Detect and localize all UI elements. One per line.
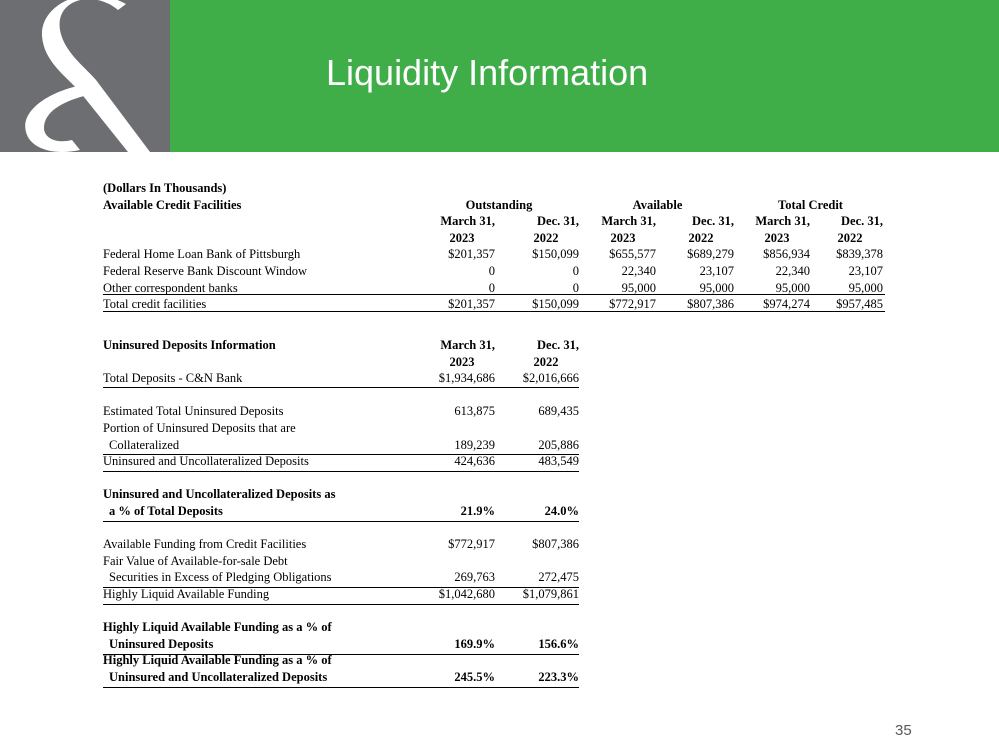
- cell: $150,099: [532, 297, 579, 312]
- cell: 22,340: [775, 263, 810, 278]
- cell: 223.3%: [538, 669, 579, 684]
- cell: $150,099: [532, 247, 579, 262]
- cell: 0: [488, 280, 495, 295]
- cell: 245.5%: [454, 669, 495, 684]
- row-label: Uninsured Deposits: [109, 636, 214, 651]
- cell: $1,079,861: [522, 586, 579, 601]
- table-row: [103, 403, 583, 420]
- cell: 189,239: [454, 437, 495, 452]
- cell: $856,934: [763, 247, 810, 262]
- cell: $201,357: [448, 247, 495, 262]
- divider: [103, 587, 579, 588]
- divider: [103, 311, 885, 312]
- cell: 22,340: [621, 263, 656, 278]
- col-head: March 31,: [601, 214, 656, 229]
- row-label: Other correspondent banks: [103, 280, 238, 295]
- cell: $1,042,680: [438, 586, 495, 601]
- row-label: Securities in Excess of Pledging Obligations: [109, 570, 332, 585]
- cell: 0: [488, 263, 495, 278]
- cell: 23,107: [699, 263, 734, 278]
- table-row: [103, 246, 885, 263]
- cell: 483,549: [538, 454, 579, 469]
- cell: $2,016,666: [522, 371, 579, 386]
- row-label: Available Funding from Credit Facilities: [103, 537, 307, 552]
- page-title: Liquidity Information: [326, 52, 649, 93]
- row-label: Federal Home Loan Bank of Pittsburgh: [103, 247, 301, 262]
- cell: 21.9%: [460, 503, 495, 518]
- credit-section-title: Available Credit Facilities: [103, 197, 242, 212]
- row-label: Fair Value of Available-for-sale Debt: [103, 553, 288, 568]
- col-head: March 31,: [440, 214, 495, 229]
- cell: 95,000: [621, 280, 656, 295]
- row-label: Highly Liquid Available Funding as a % of: [103, 653, 332, 668]
- cell: 424,636: [454, 454, 495, 469]
- group-outstanding: Outstanding: [465, 197, 533, 212]
- col-head: Dec. 31,: [692, 214, 734, 229]
- col-year: 2023: [610, 230, 636, 245]
- row-label: Total credit facilities: [103, 297, 207, 312]
- cell: $772,917: [448, 537, 495, 552]
- row-label: Highly Liquid Available Funding: [103, 586, 270, 601]
- row-label: Uninsured and Uncollateralized Deposits: [103, 454, 309, 469]
- cell: $807,386: [532, 537, 579, 552]
- cell: $957,485: [836, 297, 883, 312]
- credit-facilities-table: [103, 180, 885, 313]
- row-label: Federal Reserve Bank Discount Window: [103, 263, 308, 278]
- cell: 205,886: [538, 437, 579, 452]
- row-label: Uninsured and Uncollateralized Deposits as: [103, 487, 336, 502]
- row-label: Collateralized: [109, 437, 180, 452]
- col-year: 2023: [449, 354, 475, 369]
- table-row: [103, 263, 885, 280]
- cell: 272,475: [538, 570, 579, 585]
- deposits-section-title: Uninsured Deposits Information: [103, 338, 276, 352]
- cell: $201,357: [448, 297, 495, 312]
- table-row: [103, 553, 583, 570]
- col-head: March 31,: [755, 214, 810, 229]
- cell: 156.6%: [538, 636, 579, 651]
- header-banner: [0, 0, 999, 152]
- cell: $839,378: [836, 247, 883, 262]
- col-year: 2023: [764, 230, 790, 245]
- row-label: Estimated Total Uninsured Deposits: [103, 404, 284, 419]
- table-row: [103, 486, 583, 503]
- cell: 269,763: [454, 570, 495, 585]
- table-row: [103, 586, 583, 603]
- page-number: 35: [895, 722, 912, 739]
- col-head: Dec. 31,: [841, 214, 883, 229]
- cell: $655,577: [609, 247, 656, 262]
- cell: 95,000: [775, 280, 810, 295]
- row-label: Portion of Uninsured Deposits that are: [103, 420, 296, 435]
- col-year: 2022: [533, 230, 559, 245]
- cell: 689,435: [538, 404, 579, 419]
- col-year: 2023: [449, 230, 475, 245]
- cell: $689,279: [687, 247, 734, 262]
- cell: 169.9%: [454, 636, 495, 651]
- ampersand-logo-icon: [0, 0, 170, 152]
- cell: $772,917: [609, 297, 656, 312]
- table-row: [103, 503, 583, 520]
- table-row: [103, 652, 583, 669]
- cell: $807,386: [687, 297, 734, 312]
- col-year: 2022: [837, 230, 863, 245]
- cell: 0: [572, 280, 579, 295]
- logo-panel: [0, 0, 170, 152]
- row-label: Uninsured and Uncollateralized Deposits: [109, 669, 328, 684]
- col-year: 2022: [688, 230, 714, 245]
- cell: $1,934,686: [438, 371, 495, 386]
- divider: [103, 294, 885, 295]
- table-row: [103, 669, 583, 686]
- col-head: March 31,: [440, 338, 495, 352]
- table-row: [103, 569, 583, 586]
- table-row: [103, 437, 583, 454]
- col-head: Dec. 31,: [537, 214, 579, 229]
- row-label: Highly Liquid Available Funding as a % of: [103, 620, 332, 635]
- credit-col-heads-1: [103, 213, 885, 230]
- uninsured-deposits-table: [103, 337, 583, 685]
- table-row: [103, 453, 583, 470]
- cell: 95,000: [699, 280, 734, 295]
- cell: 24.0%: [544, 503, 579, 518]
- cell: 23,107: [848, 263, 883, 278]
- cell: $974,274: [763, 297, 810, 312]
- credit-col-heads-2: [103, 230, 885, 247]
- table-row: [103, 619, 583, 636]
- group-available: Available: [632, 197, 683, 212]
- divider: [103, 454, 579, 455]
- table-row: [103, 536, 583, 553]
- table-row: [103, 370, 583, 387]
- row-label: a % of Total Deposits: [109, 503, 223, 518]
- group-total-credit: Total Credit: [778, 197, 843, 212]
- cell: 95,000: [848, 280, 883, 295]
- divider: [103, 687, 579, 688]
- col-head: Dec. 31,: [537, 338, 579, 352]
- table-row: [103, 636, 583, 653]
- cell: 613,875: [454, 404, 495, 419]
- col-year: 2022: [533, 354, 559, 369]
- row-label: Total Deposits - C&N Bank: [103, 371, 243, 386]
- cell: 0: [572, 263, 579, 278]
- unit-note: (Dollars In Thousands): [103, 181, 227, 195]
- table-row: [103, 420, 583, 437]
